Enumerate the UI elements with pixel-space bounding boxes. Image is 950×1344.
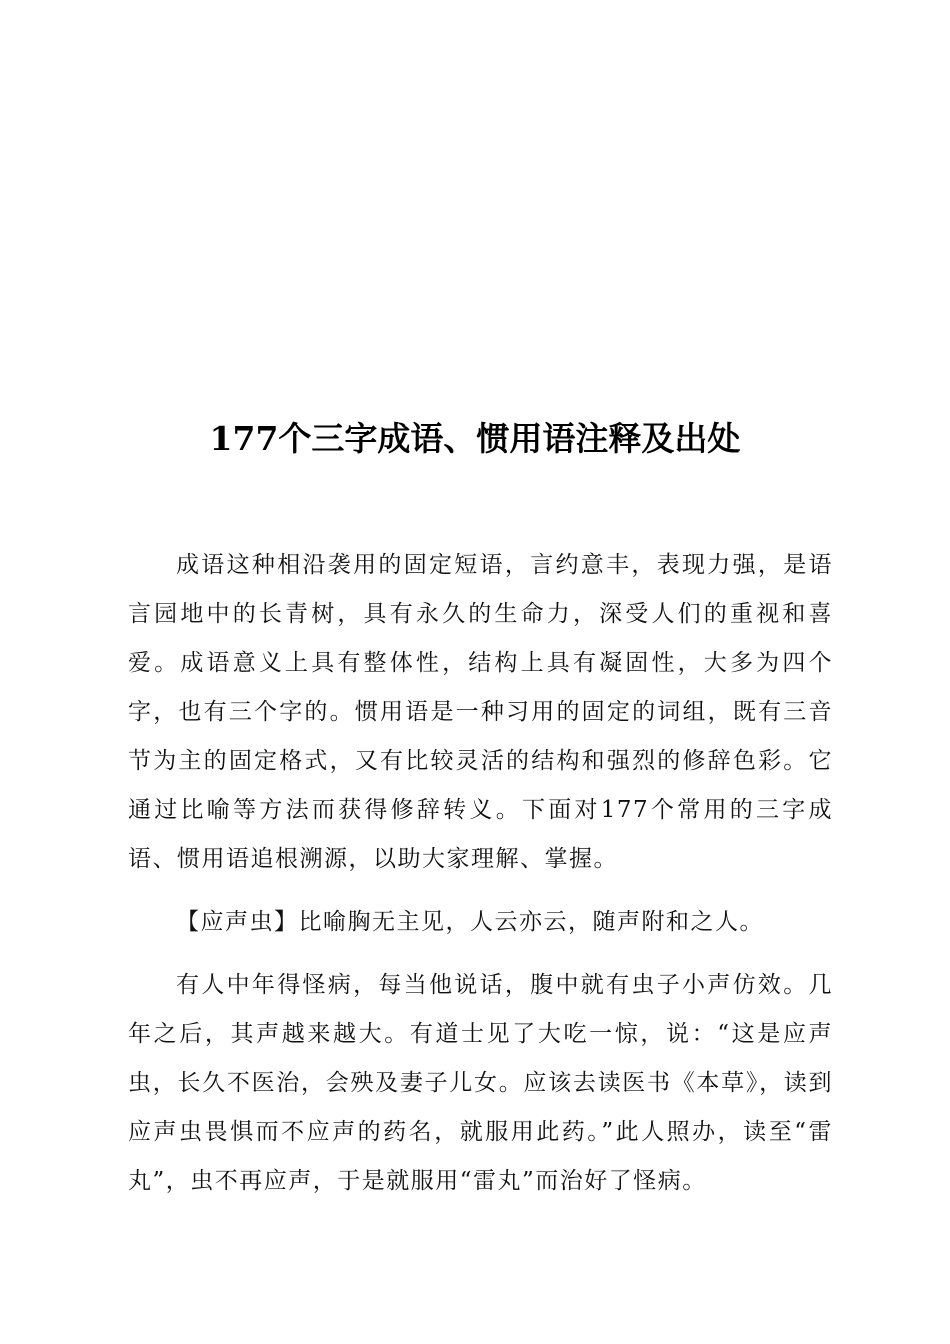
document-title: 177个三字成语、惯用语注释及出处 <box>209 419 741 458</box>
document-body <box>128 541 833 1206</box>
intro-paragraph: 成语这种相沿袭用的固定短语，言约意丰，表现力强，是语言园地中的长青树，具有永久的生命力，深受人们的重视和喜爱。成语意义上具有整体性，结构上具有凝固性，大多为四个字，也有三个字的。惯用语是一种习用的固定的词组，既有三音节为主的固定格式，又有比较灵活的结构和强烈的修辞色彩。它通过比喻等方法而获得修辞转义。下面对177个常用的三字成语、惯用语追根溯源，以助大家理解、掌握。 <box>128 552 833 872</box>
idiom-definition-paragraph: 【应声虫】比喻胸无主见，人云亦云，随声附和之人。 <box>176 909 764 935</box>
idiom-story-paragraph: 有人中年得怪病，每当他说话，腹中就有虫子小声仿效。几年之后，其声越来越大。有道士见了大吃一惊，说：“这是应声虫，长久不医治，会殃及妻子儿女。应该去读医书《本草》，读到应声虫畏惧而不应声的药名，就服用此药。”此人照办，读至“雷丸”，虫不再应声，于是就服用“雷丸”而治好了怪病。 <box>128 972 833 1194</box>
